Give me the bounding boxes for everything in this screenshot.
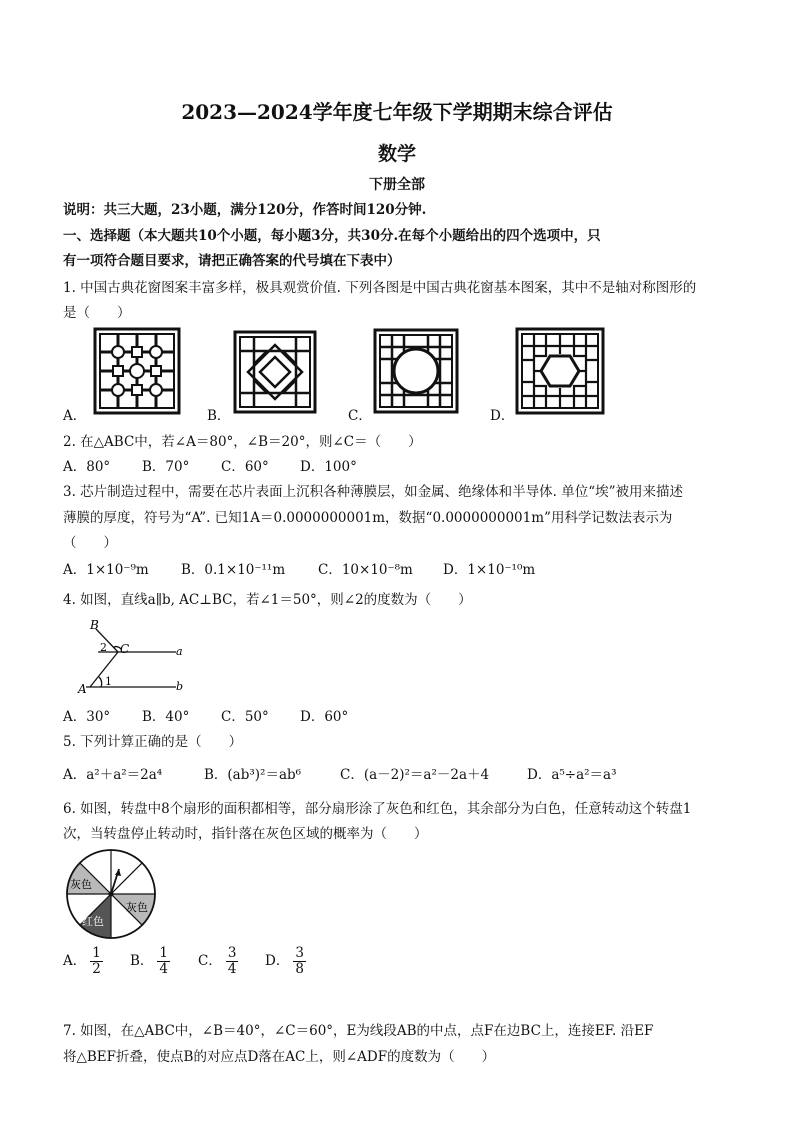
q6-stem-line2: 次，当转盘停止转动时，指针落在灰色区域的概率为（ ） bbox=[63, 826, 428, 842]
q2-option-c: C．60° bbox=[221, 459, 269, 475]
q6-option-a-numerator: 1 bbox=[92, 945, 101, 961]
q6-option-b-numerator: 1 bbox=[159, 945, 169, 961]
window-pattern-d bbox=[516, 328, 604, 414]
q4-label-b-point: B bbox=[90, 618, 99, 632]
q7-stem-line2: 将△BEF折叠，使点B的对应点D落在AC上，则∠ADF的度数为（ ） bbox=[63, 1049, 496, 1065]
section1-header-line2: 有一项符合题目要求，请把正确答案的代号填在下表中） bbox=[63, 253, 401, 269]
q6-option-a-label: A． bbox=[63, 953, 87, 969]
q4-option-d: D．60° bbox=[300, 709, 349, 725]
q1-option-c: C． bbox=[348, 408, 372, 424]
q5-option-a: A．a²＋a²＝2a⁴ bbox=[63, 767, 163, 783]
q4-label-line-a: a bbox=[176, 645, 183, 658]
q6-spinner bbox=[64, 847, 158, 941]
q5-option-b: B．(ab³)²＝ab⁶ bbox=[204, 767, 302, 783]
q6-option-d-denominator: 8 bbox=[295, 961, 304, 977]
q6-option-d-label: D． bbox=[265, 953, 290, 969]
q3-option-a: A．1×10⁻⁹m bbox=[63, 562, 149, 578]
q4-label-angle-1: 1 bbox=[105, 675, 112, 688]
q4-label-a-point: A bbox=[78, 682, 87, 696]
subject-title: 数学 bbox=[377, 143, 416, 165]
q4-label-angle-2: 2 bbox=[100, 641, 107, 654]
q6-label-gray-2: 灰色 bbox=[126, 901, 148, 914]
q6-option-d bbox=[265, 946, 306, 977]
q2-option-a: A．80° bbox=[63, 459, 111, 475]
q2-stem: 2. 在△ABC中，若∠A＝80°，∠B＝20°，则∠C＝（ ） bbox=[63, 434, 422, 450]
q6-option-c-label: C． bbox=[198, 953, 222, 969]
q3-option-c: C．10×10⁻⁸m bbox=[318, 562, 413, 578]
scope-subtitle: 下册全部 bbox=[369, 177, 425, 193]
q1-stem-line2: 是（ ） bbox=[63, 305, 131, 321]
q6-option-b-fraction bbox=[157, 946, 170, 977]
q6-stem-line1: 6. 如图，转盘中8个扇形的面积都相等，部分扇形涂了灰色和红色，其余部分为白色，任意转动这个转盘1 bbox=[63, 801, 692, 817]
q6-option-b bbox=[130, 946, 170, 977]
q6-option-d-fraction bbox=[293, 946, 306, 977]
q6-option-c-denominator: 4 bbox=[227, 961, 237, 977]
q1-stem-line1: 1. 中国古典花窗图案丰富多样，极具观赏价值. 下列各图是中国古典花窗基本图案，其中不是轴对称图形的 bbox=[63, 280, 697, 296]
q1-option-b: B． bbox=[207, 408, 231, 424]
q3-stem-line2: 薄膜的厚度，符号为“A”. 已知1A＝0.0000000001m，数据“0.0000000001m”用科学记数法表示为 bbox=[63, 510, 673, 526]
q4-option-b: B．40° bbox=[142, 709, 190, 725]
exam-note: 说明：共三大题，23小题，满分120分，作答时间120分钟. bbox=[63, 202, 427, 218]
q5-option-c: C．(a－2)²＝a²－2a＋4 bbox=[340, 767, 490, 783]
q6-option-c-fraction bbox=[226, 946, 239, 977]
q4-option-c: C．50° bbox=[221, 709, 269, 725]
q5-option-d: D．a⁵÷a²＝a³ bbox=[527, 767, 617, 783]
q7-stem-line1: 7. 如图，在△ABC中，∠B＝40°，∠C＝60°，E为线段AB的中点，点F在边BC上，连接EF. 沿EF bbox=[63, 1023, 654, 1039]
q5-stem: 5. 下列计算正确的是（ ） bbox=[63, 734, 243, 750]
q6-option-a-denominator: 2 bbox=[92, 961, 101, 977]
window-pattern-b bbox=[234, 331, 316, 413]
q2-option-b: B．70° bbox=[142, 459, 190, 475]
q4-option-a: A．30° bbox=[63, 709, 111, 725]
q4-figure-parallel-lines bbox=[70, 615, 190, 700]
window-pattern-c bbox=[374, 329, 458, 413]
q6-label-red: 红色 bbox=[82, 915, 104, 928]
q6-option-d-numerator: 3 bbox=[295, 945, 304, 961]
q6-option-a bbox=[63, 946, 103, 977]
section1-header-line1: 一、选择题（本大题共10个小题，每小题3分，共30分.在每个小题给出的四个选项中，只 bbox=[63, 228, 601, 244]
q6-option-b-label: B． bbox=[130, 953, 154, 969]
window-pattern-a bbox=[94, 328, 180, 414]
q6-option-c bbox=[198, 946, 238, 977]
q6-option-c-numerator: 3 bbox=[227, 945, 237, 961]
q2-option-d: D．100° bbox=[300, 459, 357, 475]
q3-stem-line3: （ ） bbox=[63, 535, 117, 551]
exam-title: 2023—2024学年度七年级下学期期末综合评估 bbox=[181, 100, 613, 124]
q4-label-c-point: C bbox=[120, 642, 130, 656]
q1-option-d: D． bbox=[490, 408, 515, 424]
q6-label-gray-1: 灰色 bbox=[70, 878, 92, 891]
q4-label-line-b: b bbox=[176, 680, 184, 693]
q6-option-b-denominator: 4 bbox=[159, 961, 169, 977]
q3-option-d: D．1×10⁻¹⁰m bbox=[443, 562, 536, 578]
q6-option-a-fraction bbox=[90, 946, 103, 977]
q3-stem-line1: 3. 芯片制造过程中，需要在芯片表面上沉积各种薄膜层，如金属、绝缘体和半导体. 单位“埃”被用来描述 bbox=[63, 484, 684, 500]
q3-option-b: B．0.1×10⁻¹¹m bbox=[181, 562, 286, 578]
q1-option-a: A． bbox=[63, 408, 87, 424]
q4-stem: 4. 如图，直线a∥b, AC⊥BC，若∠1＝50°，则∠2的度数为（ ） bbox=[63, 592, 472, 608]
